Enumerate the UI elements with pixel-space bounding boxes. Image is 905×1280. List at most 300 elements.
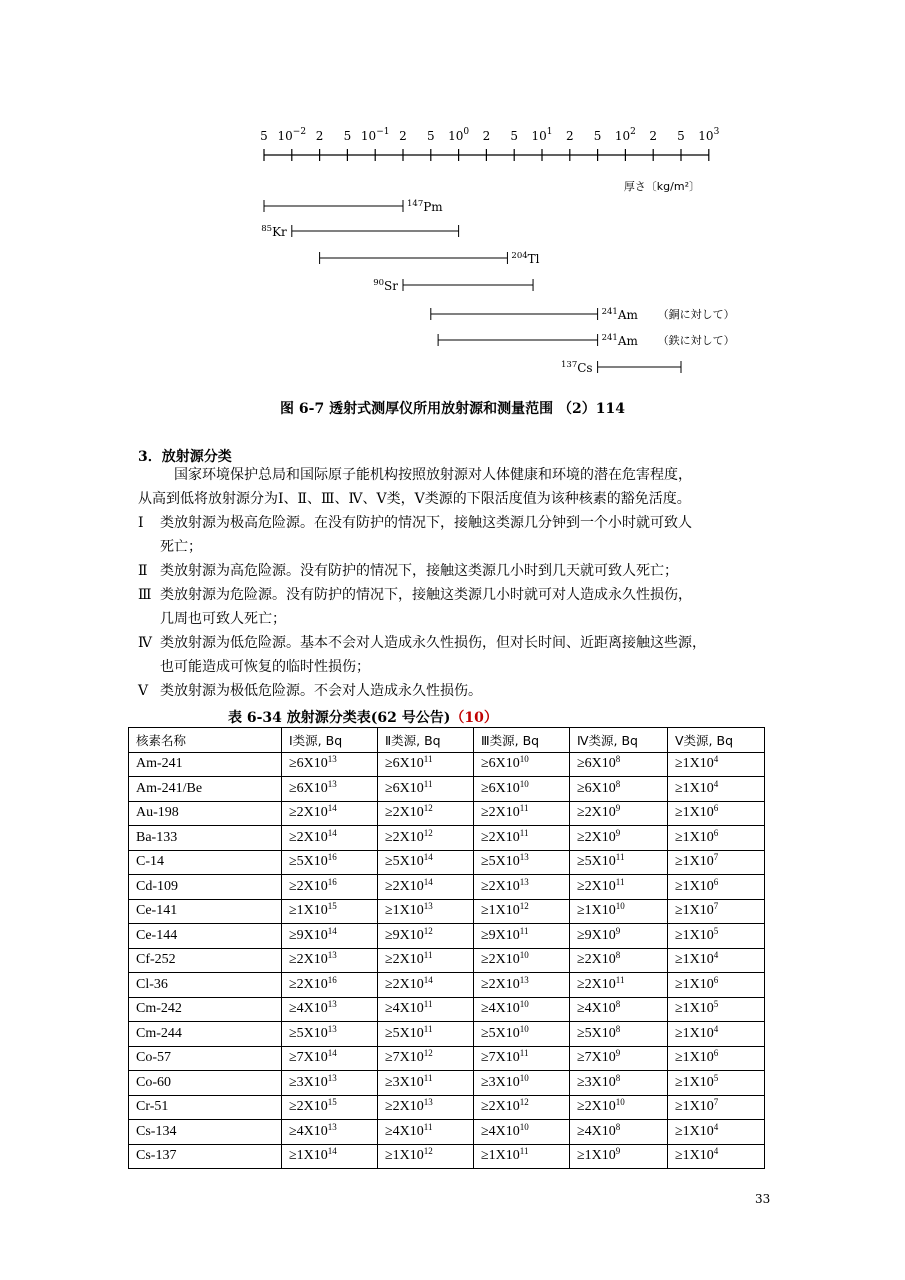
- table-caption-number: （10）: [450, 710, 498, 726]
- class-description-continuation: 也可能造成可恢复的临时性损伤；: [160, 659, 370, 675]
- class-roman-numeral: Ⅱ: [138, 563, 148, 579]
- table-row: [129, 1046, 765, 1071]
- activity-mantissa: ≥5X10: [289, 854, 328, 870]
- tick-label-exponent: 2: [630, 127, 636, 137]
- activity-mantissa: ≥1X10: [675, 878, 714, 894]
- table-row: [129, 826, 765, 851]
- figure-caption-text: 图 6-7 透射式测厚仪所用放射源和测量范围: [280, 401, 558, 417]
- activity-exponent: 11: [519, 803, 529, 814]
- table-caption: [228, 707, 498, 727]
- tick-label-exponent: 0: [463, 127, 470, 137]
- activity-exponent: 16: [327, 852, 337, 863]
- tick-label-base: 2: [649, 129, 658, 143]
- header-class-5: Ⅴ类源, Bq: [668, 728, 765, 753]
- activity-mantissa: ≥4X10: [577, 1123, 616, 1139]
- tick-label: [510, 129, 518, 143]
- activity-mantissa: ≥7X10: [289, 1050, 328, 1066]
- activity-mantissa: ≥9X10: [385, 927, 424, 943]
- activity-mantissa: ≥4X10: [481, 1001, 520, 1017]
- activity-mantissa: ≥4X10: [289, 1123, 328, 1139]
- activity-mantissa: ≥2X10: [481, 805, 520, 821]
- activity-cell: [474, 948, 570, 973]
- activity-mantissa: ≥1X10: [289, 1148, 328, 1164]
- range-note: （銅に対して）: [657, 308, 735, 321]
- activity-exponent: 13: [327, 778, 337, 789]
- activity-cell: [570, 948, 668, 973]
- activity-mantissa: ≥2X10: [289, 805, 328, 821]
- activity-mantissa: ≥5X10: [577, 1025, 616, 1041]
- activity-mantissa: ≥2X10: [481, 976, 520, 992]
- activity-cell: [570, 1095, 668, 1120]
- tick-label-base: 10: [277, 129, 293, 143]
- activity-cell: [282, 875, 378, 900]
- nuclide-symbol: Am: [617, 334, 638, 348]
- activity-mantissa: ≥6X10: [289, 756, 328, 772]
- table-row: [129, 801, 765, 826]
- nuclide-symbol: Tl: [527, 252, 540, 266]
- activity-exponent: 13: [519, 876, 529, 887]
- activity-mantissa: ≥2X10: [577, 878, 616, 894]
- activity-mantissa: ≥1X10: [675, 1050, 714, 1066]
- nuclide-symbol: Cs: [577, 361, 593, 375]
- nuclide-name-cell: Co-57: [129, 1046, 282, 1071]
- activity-exponent: 13: [327, 999, 337, 1010]
- nuclide-label: [373, 278, 398, 293]
- activity-cell: [668, 1120, 765, 1145]
- tick-label-base: 5: [260, 129, 268, 143]
- table-row: [129, 924, 765, 949]
- table-row: [129, 1120, 765, 1145]
- activity-mantissa: ≥5X10: [481, 854, 520, 870]
- activity-cell: [474, 924, 570, 949]
- tick-label: [260, 129, 268, 143]
- activity-exponent: 11: [423, 1023, 433, 1034]
- activity-cell: [282, 1022, 378, 1047]
- activity-cell: [378, 801, 474, 826]
- activity-exponent: 5: [713, 1072, 719, 1083]
- activity-exponent: 10: [519, 754, 529, 765]
- activity-mantissa: ≥5X10: [385, 854, 424, 870]
- activity-cell: [668, 752, 765, 777]
- activity-mantissa: ≥5X10: [289, 1025, 328, 1041]
- nuclide-name-cell: Co-60: [129, 1071, 282, 1096]
- tick-label: [278, 127, 307, 143]
- activity-cell: [668, 948, 765, 973]
- tick-label-base: 5: [343, 129, 352, 143]
- activity-cell: [282, 1095, 378, 1120]
- activity-cell: [668, 1071, 765, 1096]
- header-class-1: Ⅰ类源, Bq: [282, 728, 378, 753]
- activity-exponent: 11: [615, 876, 625, 887]
- nuclide-name-cell: Au-198: [129, 801, 282, 826]
- table-row: [129, 850, 765, 875]
- activity-mantissa: ≥5X10: [385, 1025, 424, 1041]
- activity-exponent: 11: [615, 852, 625, 863]
- activity-cell: [378, 973, 474, 998]
- activity-cell: [378, 1022, 474, 1047]
- activity-exponent: 14: [423, 876, 433, 887]
- activity-exponent: 11: [519, 925, 529, 936]
- activity-mantissa: ≥1X10: [675, 1099, 714, 1115]
- activity-cell: [282, 801, 378, 826]
- class-roman-numeral: Ⅴ: [138, 683, 149, 699]
- activity-cell: [282, 899, 378, 924]
- activity-mantissa: ≥1X10: [675, 927, 714, 943]
- activity-mantissa: ≥2X10: [577, 976, 616, 992]
- section-title: 3．放射源分类: [138, 449, 232, 465]
- activity-cell: [570, 1120, 668, 1145]
- activity-cell: [378, 1071, 474, 1096]
- activity-exponent: 9: [615, 803, 621, 814]
- activity-mantissa: ≥1X10: [675, 976, 714, 992]
- activity-exponent: 13: [327, 950, 337, 961]
- activity-exponent: 13: [327, 1072, 337, 1083]
- activity-mantissa: ≥4X10: [481, 1123, 520, 1139]
- activity-mantissa: ≥1X10: [481, 1148, 520, 1164]
- activity-mantissa: ≥1X10: [675, 805, 714, 821]
- activity-mantissa: ≥2X10: [289, 952, 328, 968]
- activity-cell: [378, 752, 474, 777]
- activity-mantissa: ≥6X10: [385, 780, 424, 796]
- activity-cell: [378, 850, 474, 875]
- nuclide-mass-number: 241: [601, 333, 618, 343]
- activity-cell: [570, 973, 668, 998]
- activity-mantissa: ≥2X10: [289, 976, 328, 992]
- nuclide-name-cell: C-14: [129, 850, 282, 875]
- range-note: （鉄に対して）: [657, 334, 735, 347]
- activity-mantissa: ≥2X10: [385, 878, 424, 894]
- tick-label-base: 5: [593, 129, 602, 143]
- activity-cell: [474, 850, 570, 875]
- activity-cell: [668, 850, 765, 875]
- activity-cell: [282, 1144, 378, 1169]
- activity-cell: [282, 850, 378, 875]
- activity-cell: [282, 1046, 378, 1071]
- activity-exponent: 13: [519, 852, 529, 863]
- activity-exponent: 10: [615, 901, 625, 912]
- activity-exponent: 10: [519, 1023, 529, 1034]
- activity-exponent: 11: [519, 1048, 529, 1059]
- table-row: [129, 1095, 765, 1120]
- activity-cell: [570, 1022, 668, 1047]
- activity-mantissa: ≥2X10: [481, 878, 520, 894]
- activity-exponent: 11: [615, 974, 625, 985]
- activity-cell: [668, 1144, 765, 1169]
- tick-label: [594, 129, 602, 143]
- activity-exponent: 14: [327, 803, 337, 814]
- nuclide-name-cell: Cr-51: [129, 1095, 282, 1120]
- activity-cell: [570, 777, 668, 802]
- activity-exponent: 11: [423, 778, 433, 789]
- table-row: [129, 899, 765, 924]
- activity-exponent: 5: [713, 999, 719, 1010]
- figure-caption-number: （2）114: [557, 401, 625, 417]
- tick-label: [483, 129, 491, 143]
- activity-exponent: 8: [615, 1072, 621, 1083]
- activity-cell: [474, 1120, 570, 1145]
- activity-cell: [668, 1046, 765, 1071]
- tick-label: [448, 127, 469, 143]
- activity-cell: [474, 1095, 570, 1120]
- activity-cell: [668, 826, 765, 851]
- activity-exponent: 12: [423, 803, 433, 814]
- activity-exponent: 4: [713, 1121, 719, 1132]
- table-row: [129, 1144, 765, 1169]
- activity-mantissa: ≥4X10: [385, 1001, 424, 1017]
- activity-mantissa: ≥2X10: [289, 878, 328, 894]
- tick-label-base: 10: [698, 129, 714, 143]
- activity-cell: [474, 801, 570, 826]
- activity-cell: [570, 1046, 668, 1071]
- activity-exponent: 15: [327, 1097, 337, 1108]
- activity-cell: [282, 826, 378, 851]
- nuclide-mass-number: 90: [373, 278, 385, 288]
- nuclide-label: [602, 333, 639, 348]
- activity-exponent: 7: [713, 852, 719, 863]
- table-header-row: [129, 728, 765, 753]
- tick-label: [566, 129, 574, 143]
- activity-exponent: 4: [713, 1146, 719, 1157]
- activity-mantissa: ≥2X10: [481, 829, 520, 845]
- tick-label: [698, 127, 719, 143]
- class-description-text: 类放射源为低危险源。基本不会对人造成永久性损伤，但对长时间、近距离接触这些源，: [160, 635, 706, 651]
- activity-exponent: 16: [327, 974, 337, 985]
- activity-cell: [570, 875, 668, 900]
- table-row: [129, 973, 765, 998]
- activity-exponent: 15: [327, 901, 337, 912]
- activity-exponent: 9: [615, 925, 621, 936]
- activity-exponent: 11: [423, 1121, 433, 1132]
- table-row: [129, 997, 765, 1022]
- tick-label: [344, 129, 352, 143]
- nuclide-symbol: Pm: [423, 200, 443, 214]
- class-roman-numeral: Ⅰ: [138, 515, 144, 531]
- intro-paragraph-line1: 国家环境保护总局和国际原子能机构按照放射源对人体健康和环境的潜在危害程度，: [174, 467, 692, 483]
- axis-unit-label: 厚さ〔kg/m²〕: [623, 180, 700, 193]
- activity-mantissa: ≥6X10: [289, 780, 328, 796]
- activity-exponent: 8: [615, 950, 621, 961]
- tick-label-base: 5: [677, 129, 685, 143]
- nuclide-label: [261, 224, 287, 239]
- activity-mantissa: ≥5X10: [577, 854, 616, 870]
- header-class-4: Ⅳ类源, Bq: [570, 728, 668, 753]
- nuclide-name-cell: Ba-133: [129, 826, 282, 851]
- activity-cell: [668, 801, 765, 826]
- table-caption-text: 表 6-34 放射源分类表(62 号公告): [228, 710, 451, 726]
- activity-exponent: 14: [327, 925, 337, 936]
- activity-cell: [378, 924, 474, 949]
- tick-label-base: 5: [426, 129, 435, 143]
- tick-label: [677, 129, 685, 143]
- table-row: [129, 1022, 765, 1047]
- activity-cell: [378, 875, 474, 900]
- activity-mantissa: ≥1X10: [675, 903, 714, 919]
- activity-exponent: 10: [519, 1072, 529, 1083]
- activity-exponent: 6: [713, 803, 719, 814]
- class-description-continuation: 死亡；: [160, 539, 202, 555]
- activity-cell: [474, 1144, 570, 1169]
- activity-cell: [570, 826, 668, 851]
- activity-mantissa: ≥1X10: [675, 1148, 714, 1164]
- activity-exponent: 11: [423, 950, 433, 961]
- figure-caption: [0, 398, 905, 418]
- activity-mantissa: ≥1X10: [675, 1123, 714, 1139]
- activity-exponent: 13: [327, 1023, 337, 1034]
- activity-exponent: 11: [423, 999, 433, 1010]
- nuclide-label: [561, 360, 593, 375]
- table-row: [129, 875, 765, 900]
- tick-label-base: 5: [510, 129, 519, 143]
- activity-mantissa: ≥9X10: [577, 927, 616, 943]
- activity-mantissa: ≥1X10: [385, 903, 424, 919]
- activity-mantissa: ≥7X10: [481, 1050, 520, 1066]
- header-nuclide: 核素名称: [129, 728, 282, 753]
- nuclide-name-cell: Ce-141: [129, 899, 282, 924]
- tick-label-base: 2: [565, 129, 574, 143]
- tick-label: [649, 129, 657, 143]
- activity-mantissa: ≥1X10: [675, 1074, 714, 1090]
- activity-mantissa: ≥1X10: [675, 829, 714, 845]
- activity-exponent: 9: [615, 1146, 621, 1157]
- activity-mantissa: ≥6X10: [481, 780, 520, 796]
- tick-label-base: 10: [448, 129, 464, 143]
- activity-cell: [378, 826, 474, 851]
- class-description-text: 类放射源为危险源。没有防护的情况下，接触这类源几小时就可对人造成永久性损伤，: [160, 587, 692, 603]
- activity-mantissa: ≥7X10: [577, 1050, 616, 1066]
- nuclide-mass-number: 137: [561, 360, 578, 370]
- activity-cell: [378, 997, 474, 1022]
- activity-mantissa: ≥3X10: [481, 1074, 520, 1090]
- nuclide-label: [511, 251, 539, 266]
- class-description-text: 类放射源为极低危险源。不会对人造成永久性损伤。: [160, 683, 482, 699]
- nuclide-name-cell: Am-241: [129, 752, 282, 777]
- activity-cell: [474, 997, 570, 1022]
- activity-cell: [474, 899, 570, 924]
- activity-exponent: 11: [423, 1072, 433, 1083]
- tick-label: [427, 129, 435, 143]
- activity-mantissa: ≥9X10: [289, 927, 328, 943]
- tick-label-base: 2: [315, 129, 324, 143]
- classification-table: [128, 727, 765, 1169]
- activity-exponent: 11: [423, 754, 433, 765]
- activity-cell: [570, 997, 668, 1022]
- activity-exponent: 8: [615, 754, 621, 765]
- activity-exponent: 12: [519, 901, 529, 912]
- tick-label: [399, 129, 407, 143]
- class-description-text: 类放射源为高危险源。没有防护的情况下，接触这类源几小时到几天就可致人死亡；: [160, 563, 678, 579]
- activity-cell: [570, 899, 668, 924]
- activity-mantissa: ≥2X10: [481, 952, 520, 968]
- activity-mantissa: ≥1X10: [289, 903, 328, 919]
- activity-exponent: 8: [615, 1121, 621, 1132]
- activity-mantissa: ≥2X10: [385, 829, 424, 845]
- activity-cell: [570, 850, 668, 875]
- activity-exponent: 9: [615, 1048, 621, 1059]
- tick-label: [615, 127, 636, 143]
- activity-exponent: 4: [713, 950, 719, 961]
- activity-cell: [378, 1120, 474, 1145]
- nuclide-symbol: Sr: [384, 279, 398, 293]
- activity-cell: [668, 973, 765, 998]
- activity-mantissa: ≥2X10: [577, 805, 616, 821]
- activity-cell: [282, 1120, 378, 1145]
- activity-exponent: 13: [423, 901, 433, 912]
- nuclide-name-cell: Cm-242: [129, 997, 282, 1022]
- activity-exponent: 12: [423, 925, 433, 936]
- activity-mantissa: ≥2X10: [289, 829, 328, 845]
- activity-exponent: 5: [713, 925, 719, 936]
- activity-exponent: 7: [713, 1097, 719, 1108]
- nuclide-name-cell: Cm-244: [129, 1022, 282, 1047]
- activity-mantissa: ≥6X10: [577, 780, 616, 796]
- activity-exponent: 14: [327, 1146, 337, 1157]
- activity-exponent: 10: [519, 778, 529, 789]
- activity-mantissa: ≥6X10: [481, 756, 520, 772]
- activity-exponent: 12: [423, 1048, 433, 1059]
- activity-exponent: 6: [713, 1048, 719, 1059]
- activity-exponent: 12: [423, 1146, 433, 1157]
- activity-exponent: 10: [519, 999, 529, 1010]
- activity-cell: [474, 777, 570, 802]
- nuclide-label: [602, 307, 639, 322]
- activity-cell: [378, 1046, 474, 1071]
- activity-mantissa: ≥1X10: [577, 1148, 616, 1164]
- activity-mantissa: ≥2X10: [481, 1099, 520, 1115]
- activity-cell: [570, 1144, 668, 1169]
- activity-exponent: 13: [423, 1097, 433, 1108]
- activity-mantissa: ≥3X10: [385, 1074, 424, 1090]
- header-class-3: Ⅲ类源, Bq: [474, 728, 570, 753]
- activity-mantissa: ≥1X10: [675, 952, 714, 968]
- activity-cell: [474, 973, 570, 998]
- nuclide-name-cell: Cd-109: [129, 875, 282, 900]
- activity-mantissa: ≥4X10: [385, 1123, 424, 1139]
- nuclide-name-cell: Am-241/Be: [129, 777, 282, 802]
- activity-cell: [282, 924, 378, 949]
- activity-mantissa: ≥1X10: [481, 903, 520, 919]
- activity-exponent: 9: [615, 827, 621, 838]
- activity-cell: [570, 752, 668, 777]
- activity-cell: [668, 1022, 765, 1047]
- activity-cell: [668, 924, 765, 949]
- table-row: [129, 948, 765, 973]
- activity-mantissa: ≥7X10: [385, 1050, 424, 1066]
- activity-exponent: 10: [615, 1097, 625, 1108]
- nuclide-name-cell: Cs-137: [129, 1144, 282, 1169]
- activity-cell: [668, 1095, 765, 1120]
- activity-cell: [378, 899, 474, 924]
- activity-exponent: 11: [519, 827, 529, 838]
- nuclide-mass-number: 147: [407, 199, 424, 209]
- activity-exponent: 14: [327, 1048, 337, 1059]
- activity-cell: [474, 1022, 570, 1047]
- tick-label-base: 2: [399, 129, 407, 143]
- table-row: [129, 752, 765, 777]
- activity-exponent: 12: [519, 1097, 529, 1108]
- class-description-continuation: 几周也可致人死亡；: [160, 611, 286, 627]
- tick-label-base: 2: [482, 129, 491, 143]
- activity-cell: [378, 1144, 474, 1169]
- class-roman-numeral: Ⅲ: [138, 587, 152, 603]
- activity-cell: [378, 948, 474, 973]
- activity-mantissa: ≥4X10: [577, 1001, 616, 1017]
- activity-exponent: 11: [519, 1146, 529, 1157]
- nuclide-symbol: Am: [617, 308, 638, 322]
- activity-cell: [668, 777, 765, 802]
- activity-mantissa: ≥1X10: [577, 903, 616, 919]
- activity-exponent: 6: [713, 827, 719, 838]
- tick-label: [361, 127, 390, 143]
